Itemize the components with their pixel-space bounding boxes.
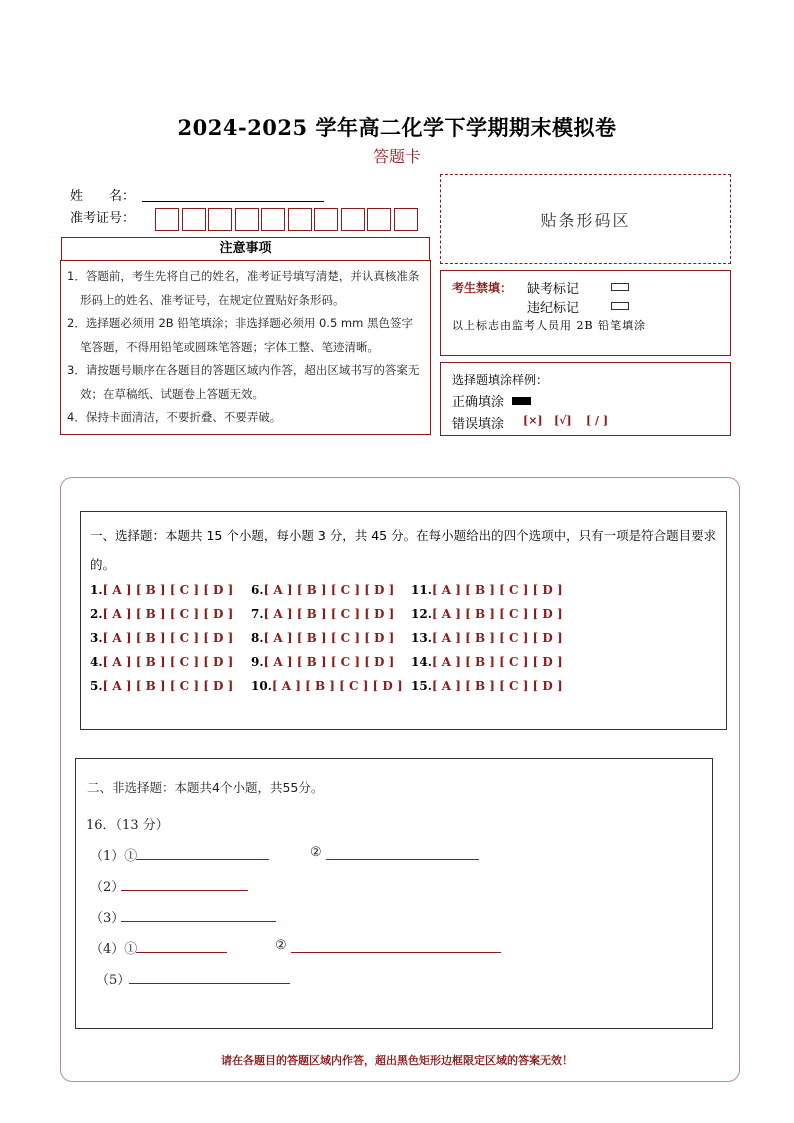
part-label: （4）① — [90, 942, 138, 957]
answer-line[interactable] — [129, 969, 290, 984]
part-label: （2） — [90, 880, 125, 895]
id-digit-box[interactable] — [314, 208, 338, 231]
question-number: 9. — [251, 655, 264, 669]
question-number: 13. — [411, 631, 432, 645]
choice-question[interactable] — [90, 679, 233, 693]
choice-options[interactable]: [ A ] [ B ] [ C ] [ D ] — [263, 583, 395, 597]
correct-fill-label: 正确填涂 — [452, 395, 505, 410]
question-number: 15. — [411, 679, 432, 693]
wrong-example: [√] — [554, 414, 572, 427]
question-number: 11. — [411, 583, 432, 597]
choice-options[interactable]: [ A ] [ B ] [ C ] [ D ] — [263, 655, 395, 669]
answer-line[interactable] — [121, 907, 276, 922]
choice-options[interactable]: [ A ] [ B ] [ C ] [ D ] — [431, 607, 563, 621]
question-number: 3. — [90, 631, 103, 645]
answer-line[interactable] — [326, 845, 479, 860]
choice-question[interactable] — [251, 583, 394, 597]
choice-question[interactable] — [411, 631, 563, 645]
choice-options[interactable]: [ A ] [ B ] [ C ] [ D ] — [102, 679, 234, 693]
choice-options[interactable]: [ A ] [ B ] [ C ] [ D ] — [102, 607, 234, 621]
forbidden-note: 以上标志由监考人员用 2B 铅笔填涂 — [452, 319, 647, 332]
correct-fill-mark — [512, 397, 531, 405]
note-item: 4．保持卡面清洁，不要折叠、不要弄破。 — [67, 410, 282, 424]
choice-section — [80, 511, 727, 730]
id-digit-box[interactable] — [341, 208, 365, 231]
wrong-example: [×] — [523, 414, 543, 427]
id-digit-box[interactable] — [155, 208, 179, 231]
question-number: 10. — [251, 679, 272, 693]
violation-label: 违纪标记 — [527, 301, 580, 316]
id-digit-box[interactable] — [367, 208, 391, 231]
id-digit-box[interactable] — [208, 208, 232, 231]
answer-line[interactable] — [136, 938, 227, 953]
choice-question[interactable] — [251, 631, 394, 645]
notes-box — [60, 260, 431, 435]
barcode-area — [440, 174, 731, 264]
non-choice-section — [75, 758, 713, 1029]
part-label: ② — [275, 938, 287, 953]
choice-options[interactable]: [ A ] [ B ] [ C ] [ D ] — [431, 583, 563, 597]
question-number: 6. — [251, 583, 264, 597]
part-label: （1）① — [90, 849, 138, 864]
page-subtitle: 答题卡 — [372, 147, 421, 166]
name-field[interactable] — [142, 185, 324, 202]
choice-options[interactable]: [ A ] [ B ] [ C ] [ D ] — [431, 679, 563, 693]
choice-options[interactable]: [ A ] [ B ] [ C ] [ D ] — [102, 631, 234, 645]
choice-options[interactable]: [ A ] [ B ] [ C ] [ D ] — [263, 607, 395, 621]
notes-heading: 注意事项 — [61, 237, 430, 261]
id-digit-box[interactable] — [394, 208, 418, 231]
question-16: 16．（13 分） — [86, 818, 169, 833]
choice-options[interactable]: [ A ] [ B ] [ C ] [ D ] — [102, 655, 234, 669]
choice-question[interactable] — [411, 583, 563, 597]
choice-options[interactable]: [ A ] [ B ] [ C ] [ D ] — [102, 583, 234, 597]
non-choice-instruction: 二、非选择题：本题共4个小题，共55分。 — [87, 780, 324, 795]
choice-options[interactable]: [ A ] [ B ] [ C ] [ D ] — [263, 631, 395, 645]
choice-question[interactable] — [251, 607, 394, 621]
answer-line[interactable] — [136, 845, 269, 860]
question-number: 7. — [251, 607, 264, 621]
id-digit-box[interactable] — [288, 208, 312, 231]
note-item: 2．选择题必须用 2B 铅笔填涂；非选择题必须用 0.5 mm 黑色签字笔答题，不得用铅笔或圆珠笔答题；字体工整、笔迹清晰。 — [67, 316, 413, 354]
absent-mark-box[interactable] — [611, 283, 629, 291]
choice-options[interactable]: [ A ] [ B ] [ C ] [ D ] — [271, 679, 403, 693]
part-label: ② — [310, 845, 322, 860]
absent-label: 缺考标记 — [527, 282, 580, 297]
choice-options[interactable]: [ A ] [ B ] [ C ] [ D ] — [431, 655, 563, 669]
id-digit-box[interactable] — [182, 208, 206, 231]
forbidden-box — [440, 270, 731, 356]
answer-line[interactable] — [291, 938, 501, 953]
choice-question[interactable] — [90, 655, 233, 669]
wrong-fill-label: 错误填涂 — [452, 417, 505, 432]
question-number: 4. — [90, 655, 103, 669]
id-label: 准考证号： — [70, 211, 136, 226]
choice-question[interactable] — [90, 583, 233, 597]
footer-warning: 请在各题目的答题区域内作答，超出黑色矩形边框限定区域的答案无效！ — [221, 1054, 573, 1067]
choice-instruction: 一、选择题：本题共 15 个小题，每小题 3 分，共 45 分。在每小题给出的四个选项中，只有一项是符合题目要求的。 — [90, 528, 717, 572]
note-item: 3．请按题号顺序在各题目的答题区域内作答，超出区域书写的答案无效；在草稿纸、试题卷上答题无效。 — [67, 363, 420, 401]
violation-mark-box[interactable] — [611, 302, 629, 310]
part-label: （3） — [90, 911, 125, 926]
question-number: 1. — [90, 583, 103, 597]
wrong-example: [ / ] — [586, 414, 609, 427]
answer-line[interactable] — [121, 876, 248, 891]
question-number: 12. — [411, 607, 432, 621]
choice-question[interactable] — [411, 607, 563, 621]
choice-question[interactable] — [411, 655, 563, 669]
barcode-label: 贴条形码区 — [540, 210, 631, 230]
question-number: 2. — [90, 607, 103, 621]
id-digit-box[interactable] — [235, 208, 259, 231]
choice-options[interactable]: [ A ] [ B ] [ C ] [ D ] — [431, 631, 563, 645]
fill-sample-title: 选择题填涂样例： — [452, 373, 549, 387]
forbidden-label: 考生禁填： — [452, 281, 513, 295]
id-digit-box[interactable] — [261, 208, 285, 231]
choice-question[interactable] — [251, 655, 394, 669]
part-label: （5） — [96, 973, 131, 988]
question-number: 5. — [90, 679, 103, 693]
note-item: 1．答题前，考生先将自己的姓名，准考证号填写清楚，并认真核准条形码上的姓名、准考证号，在规定位置贴好条形码。 — [67, 269, 420, 307]
fill-sample-box — [440, 362, 731, 436]
choice-question[interactable] — [90, 631, 233, 645]
choice-question[interactable] — [251, 679, 403, 693]
choice-question[interactable] — [411, 679, 563, 693]
question-number: 8. — [251, 631, 264, 645]
question-number: 14. — [411, 655, 432, 669]
choice-question[interactable] — [90, 607, 233, 621]
page-title: 2024-2025 学年高二化学下学期期末模拟卷 — [177, 115, 617, 140]
name-label: 姓 名： — [70, 189, 136, 204]
